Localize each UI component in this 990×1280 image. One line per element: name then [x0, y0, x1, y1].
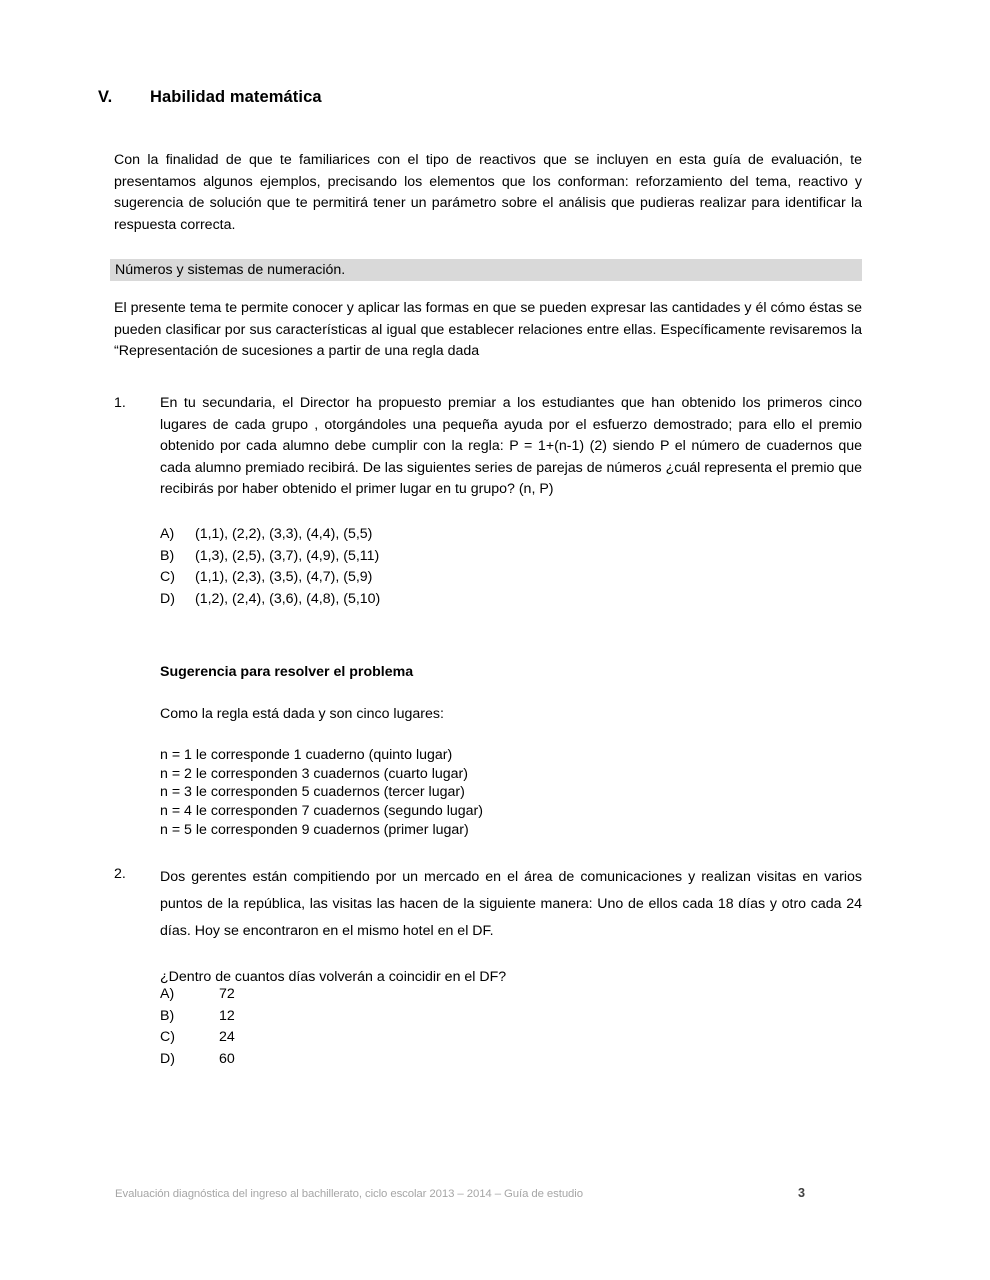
- topic-heading-label: Números y sistemas de numeración.: [115, 262, 346, 278]
- question-2-text: [160, 864, 862, 991]
- question-1: [114, 393, 862, 501]
- question-2-statement: Dos gerentes están compitiendo por un mercado en el área de comunicaciones y realizan visitas en varios puntos de la república, las visitas las hacen de la siguiente manera: Uno de ellos cada 18 días y otro cada 24 días. Hoy se encontraron en el mismo hotel en el DF.: [160, 869, 862, 939]
- question-1-text: En tu secundaria, el Director ha propuesto premiar a los estudiantes que han obtenido los primeros cinco lugares de cada grupo , otorgándoles una pequeña ayuda por el esfuerzo demostrado; para ello el premio obtenido por cada alumno debe cumplir con la regla: P = 1+(n-1) (2) siendo P el número de cuadernos que cada alumno premiado recibirá. De las siguientes series de parejas de números ¿cuál representa el premio que recibirás por haber obtenido el primer lugar en tu grupo? (n, P): [160, 395, 862, 497]
- suggestion-lines: [160, 746, 860, 840]
- suggestion-line: n = 1 le corresponde 1 cuaderno (quinto lugar): [160, 747, 453, 763]
- option-b-letter: B): [160, 1007, 175, 1024]
- question-2-followup: ¿Dentro de cuantos días volverán a coincidir en el DF?: [160, 969, 507, 985]
- option-c[interactable]: [160, 567, 380, 589]
- option-d-text: 60: [219, 1050, 235, 1067]
- intro-paragraph: Con la finalidad de que te familiarices con el tipo de reactivos que se incluyen en esta guía de evaluación, te presentamos algunos ejemplos, precisando los elementos que los conforman: reforzamiento del tema, reactivo y sugerencia de solución que te permitirá tener un parámetro sobre el análisis que pudieras realizar para identificar la respuesta correcta.: [114, 152, 862, 233]
- option-b[interactable]: [160, 546, 380, 568]
- page-footer: [115, 1186, 863, 1200]
- option-c-letter: C): [160, 1029, 175, 1046]
- footer-page-number: 3: [797, 1186, 805, 1200]
- option-a[interactable]: [160, 984, 235, 1006]
- option-a-letter: A): [160, 986, 175, 1002]
- option-b-letter: B): [160, 547, 175, 564]
- suggestion-line: n = 3 le corresponden 5 cuadernos (tercer lugar): [160, 784, 465, 801]
- option-a[interactable]: [160, 524, 380, 546]
- suggestion-intro: Como la regla está dada y son cinco lugares:: [160, 706, 444, 722]
- question-1-number: 1.: [114, 395, 126, 411]
- option-d-text: (1,2), (2,4), (3,6), (4,8), (5,10): [195, 591, 381, 608]
- question-1-options: [160, 524, 380, 611]
- option-b-text: 12: [219, 1007, 235, 1024]
- page-title: [98, 88, 322, 107]
- option-a-letter: A): [160, 526, 175, 542]
- suggestion-title: Sugerencia para resolver el problema: [160, 664, 414, 680]
- option-d[interactable]: [160, 589, 380, 611]
- footer-text: Evaluación diagnóstica del ingreso al bachillerato, ciclo escolar 2013 – 2014 – Guía de estudio: [115, 1188, 583, 1200]
- option-a-text: 72: [219, 986, 235, 1002]
- suggestion-line: n = 2 le corresponden 3 cuadernos (cuarto lugar): [160, 765, 468, 782]
- option-d-letter: D): [160, 591, 175, 608]
- suggestion-line: n = 5 le corresponden 9 cuadernos (primer lugar): [160, 821, 469, 838]
- topic-paragraph: El presente tema te permite conocer y aplicar las formas en que se pueden expresar las cantidades y él cómo éstas se pueden clasificar por sus características al igual que establecer relaciones entre ellas. Específicamente revisaremos la “Representación de sucesiones a partir de una regla dada: [114, 300, 862, 359]
- option-a-text: (1,1), (2,2), (3,3), (4,4), (5,5): [195, 526, 373, 542]
- question-2-number: 2.: [114, 866, 126, 882]
- option-b-text: (1,3), (2,5), (3,7), (4,9), (5,11): [195, 547, 380, 564]
- question-2: [114, 864, 862, 991]
- suggestion-line: n = 4 le corresponden 7 cuadernos (segundo lugar): [160, 803, 483, 820]
- suggestion-block: [160, 662, 860, 840]
- option-d-letter: D): [160, 1050, 175, 1067]
- section-numeral: V.: [98, 88, 113, 106]
- topic-heading-bar: [110, 259, 862, 281]
- option-c[interactable]: [160, 1027, 235, 1049]
- section-title: Habilidad matemática: [150, 88, 322, 106]
- option-c-letter: C): [160, 569, 175, 586]
- option-c-text: 24: [219, 1029, 235, 1046]
- option-c-text: (1,1), (2,3), (3,5), (4,7), (5,9): [195, 569, 373, 586]
- option-b[interactable]: [160, 1006, 235, 1028]
- question-2-options: [160, 984, 235, 1070]
- option-d[interactable]: [160, 1049, 235, 1071]
